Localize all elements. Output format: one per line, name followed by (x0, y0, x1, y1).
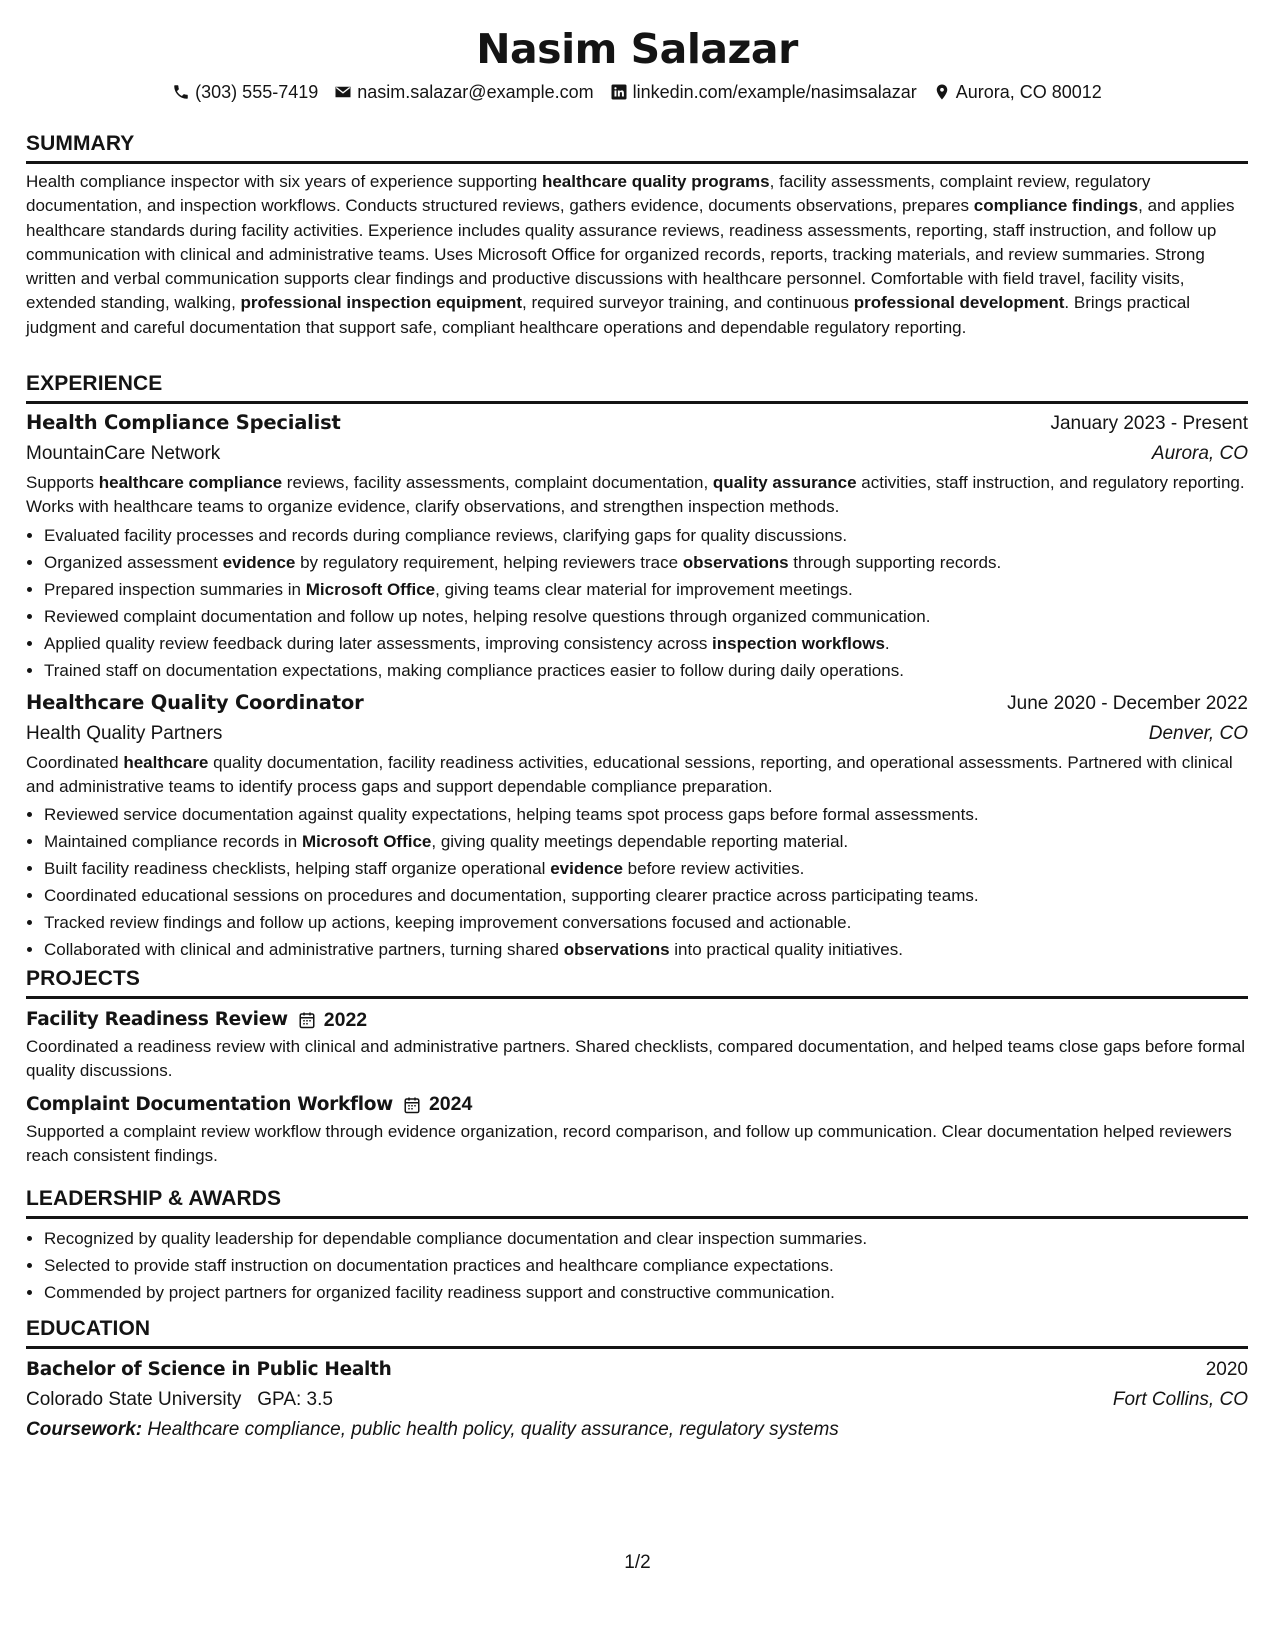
bold-keyword: inspection workflows (712, 633, 885, 653)
phone-icon (172, 83, 190, 101)
text-run: Maintained compliance records in (44, 832, 302, 852)
list-item: • Commended by project partners for organized facility readiness support and constructive communication. (44, 1279, 1248, 1306)
school-line (26, 1385, 333, 1415)
bullet-item (44, 603, 1248, 630)
text-run: Coordinated educational sessions on procedures and documentation, supporting clearer practice across participating teams. (44, 886, 979, 906)
bold-keyword: compliance findings (973, 196, 1139, 216)
job-location: Aurora, CO (1151, 443, 1248, 464)
project-entry (26, 1092, 1248, 1169)
gpa: GPA: 3.5 (257, 1389, 333, 1410)
text-run: , giving quality meetings dependable reporting material. (431, 832, 849, 852)
linkedin-icon (610, 83, 628, 101)
leadership-section (26, 1186, 1248, 1306)
project-description: Coordinated a readiness review with clinical and administrative partners. Shared checklists, compared documentation, and helped teams close gaps before formal quality discussions. (26, 1037, 1245, 1081)
text-run: activities, staff instruction, and regulatory reporting. Works with healthcare teams to organize evidence, clarify observations, and strengthen inspection methods. (26, 473, 1245, 517)
project-title: Complaint Documentation Workflow (26, 1093, 393, 1115)
bullet-item (44, 828, 1248, 855)
text-run: , giving teams clear material for improvement meetings. (435, 579, 853, 599)
contact-linkedin[interactable] (610, 80, 917, 104)
bullet-item (44, 576, 1248, 603)
school-name: Colorado State University (26, 1389, 242, 1410)
job-location: Denver, CO (1148, 722, 1248, 744)
linkedin-link[interactable]: linkedin.com/example/nasimsalazar (632, 82, 917, 102)
project-year: 2024 (428, 1093, 473, 1116)
bold-keyword: evidence (222, 552, 296, 572)
graduation-year: 2020 (1205, 1359, 1248, 1380)
project-description: Supported a complaint review workflow through evidence organization, record comparison, and follow up communication. Clear documentation helped reviewers reach consistent findings. (26, 1121, 1232, 1165)
bold-keyword: evidence (550, 859, 623, 879)
page-number: 1/2 (624, 1552, 651, 1573)
text-run: into practical quality initiatives. (669, 940, 903, 960)
contact-phone (172, 80, 318, 104)
section-title-projects: PROJECTS (26, 966, 1248, 999)
project-title: Facility Readiness Review (26, 1009, 288, 1030)
candidate-name: Nasim Salazar (476, 25, 798, 73)
text-run: Prepared inspection summaries in (44, 579, 306, 599)
text-run: , facility assessments, complaint review, regulatory documentation, and inspection workflows. Conducts structured reviews, gathers evidence, documents observations, prepares (26, 172, 1151, 216)
contact-bar (26, 80, 1248, 104)
bold-keyword: healthcare compliance (98, 473, 283, 492)
section-title-education: EDUCATION (26, 1316, 1248, 1349)
bold-keyword: observations (563, 940, 670, 960)
bold-keyword: Microsoft Office (305, 579, 436, 599)
text-run: reviews, facility assessments, complaint documentation, (282, 473, 713, 492)
text-run: Tracked review findings and follow up actions, keeping improvement conversations focused and actionable. (44, 913, 852, 933)
calendar-icon (298, 1011, 316, 1029)
email-link[interactable]: nasim.salazar@example.com (357, 82, 594, 102)
bold-keyword: healthcare quality programs (541, 172, 770, 191)
text-run: Reviewed service documentation against quality expectations, helping teams spot process gaps before formal assessments. (44, 805, 979, 825)
text-run: Applied quality review feedback during later assessments, improving consistency across (44, 633, 713, 653)
project-year-wrap (403, 1093, 472, 1116)
bullet-item (44, 549, 1248, 576)
bullet-item (44, 801, 1248, 828)
bold-keyword: healthcare (123, 752, 209, 772)
bold-keyword: Microsoft Office (301, 832, 432, 852)
text-run: quality documentation, facility readiness activities, educational sessions, reporting, and operational assessments. Partnered with clinical and administrative teams to identify process gaps and support dependable compliance preparation. (26, 752, 1233, 796)
job-dates: June 2020 - December 2022 (1007, 692, 1248, 714)
section-title-leadership: LEADERSHIP & AWARDS (26, 1186, 1248, 1219)
job-entry (26, 688, 1248, 964)
envelope-icon (334, 83, 352, 101)
bullet-item (44, 936, 1248, 963)
text-run: , required surveyor training, and continuous (522, 293, 854, 313)
section-title-experience: EXPERIENCE (26, 371, 1248, 404)
bullet-item (44, 657, 1248, 684)
text-run: Coordinated (26, 752, 124, 772)
job-title: Health Compliance Specialist (26, 411, 341, 434)
job-bullets (26, 522, 1248, 684)
summary-text (26, 170, 1248, 340)
coursework-text: Healthcare compliance, public health policy, quality assurance, regulatory systems (147, 1419, 839, 1440)
leadership-list (26, 1225, 1248, 1306)
job-entry (26, 408, 1248, 684)
text-run: through supporting records. (788, 552, 1002, 572)
text-run: Built facility readiness checklists, helping staff organize operational (44, 859, 551, 879)
job-summary (26, 751, 1248, 800)
bullet-item (44, 882, 1248, 909)
bold-keyword: quality assurance (712, 473, 857, 492)
school-location: Fort Collins, CO (1112, 1389, 1248, 1410)
text-run: Supports (26, 473, 99, 492)
text-run: Trained staff on documentation expectations, making compliance practices easier to follow during daily operations. (44, 660, 904, 680)
experience-section (26, 371, 1248, 963)
bullet-item (44, 522, 1248, 549)
section-title-summary: SUMMARY (26, 131, 1248, 164)
project-year: 2022 (323, 1008, 368, 1031)
bullet-item (44, 909, 1248, 936)
text-run: before review activities. (622, 859, 805, 879)
location-text: Aurora, CO 80012 (955, 82, 1102, 102)
text-run: Health compliance inspector with six years of experience supporting (26, 172, 542, 191)
project-year-wrap (298, 1009, 367, 1032)
job-company: MountainCare Network (26, 443, 221, 464)
text-run: Organized assessment (44, 552, 223, 572)
coursework (26, 1415, 1248, 1445)
project-entry (26, 1007, 1248, 1084)
job-company: Health Quality Partners (26, 722, 223, 744)
contact-email[interactable] (334, 80, 593, 104)
coursework-label: Coursework: (26, 1419, 143, 1440)
list-item: • Selected to provide staff instruction on documentation practices and healthcare compliance expectations. (44, 1252, 1248, 1279)
degree: Bachelor of Science in Public Health (26, 1359, 392, 1380)
summary-section (26, 131, 1248, 340)
phone-text: (303) 555-7419 (195, 82, 319, 102)
bold-keyword: professional inspection equipment (240, 293, 523, 313)
bullet-item (44, 855, 1248, 882)
job-dates: January 2023 - Present (1050, 413, 1248, 434)
text-run: Collaborated with clinical and administrative partners, turning shared (44, 940, 564, 960)
job-bullets (26, 801, 1248, 963)
contact-location (933, 80, 1102, 104)
bold-keyword: professional development (853, 293, 1065, 313)
list-item: • Recognized by quality leadership for dependable compliance documentation and clear inspection summaries. (44, 1225, 1248, 1252)
resume-page (26, 0, 1248, 1440)
map-pin-icon (933, 83, 951, 101)
job-title: Healthcare Quality Coordinator (26, 690, 364, 714)
text-run: by regulatory requirement, helping reviewers trace (295, 552, 683, 572)
text-run: Evaluated facility processes and records during compliance reviews, clarifying gaps for quality discussions. (44, 525, 848, 545)
text-run: . (884, 633, 890, 653)
calendar-icon (403, 1096, 421, 1114)
bullet-item (44, 630, 1248, 657)
projects-section (26, 966, 1248, 1168)
bold-keyword: observations (682, 552, 789, 572)
education-section (26, 1316, 1248, 1445)
job-summary (26, 471, 1248, 520)
text-run: Reviewed complaint documentation and follow up notes, helping resolve questions through organized communication. (44, 606, 931, 626)
text-run: , and applies healthcare standards during facility activities. Experience includes quality assurance reviews, readiness assessments, reporting, staff instruction, and follow up communication with clinical and administrative teams. Uses Microsoft Office for organized records, reports, tracking materials, and review summaries. Strong written and verbal communication supports clear findings and productive discussions with healthcare personnel. Comfortable with field travel, facility visits, extended standing, walking, (26, 196, 1235, 313)
text-run: . Brings practical judgment and careful documentation that support safe, compliant healthcare operations and dependable regulatory reporting. (26, 293, 1191, 337)
